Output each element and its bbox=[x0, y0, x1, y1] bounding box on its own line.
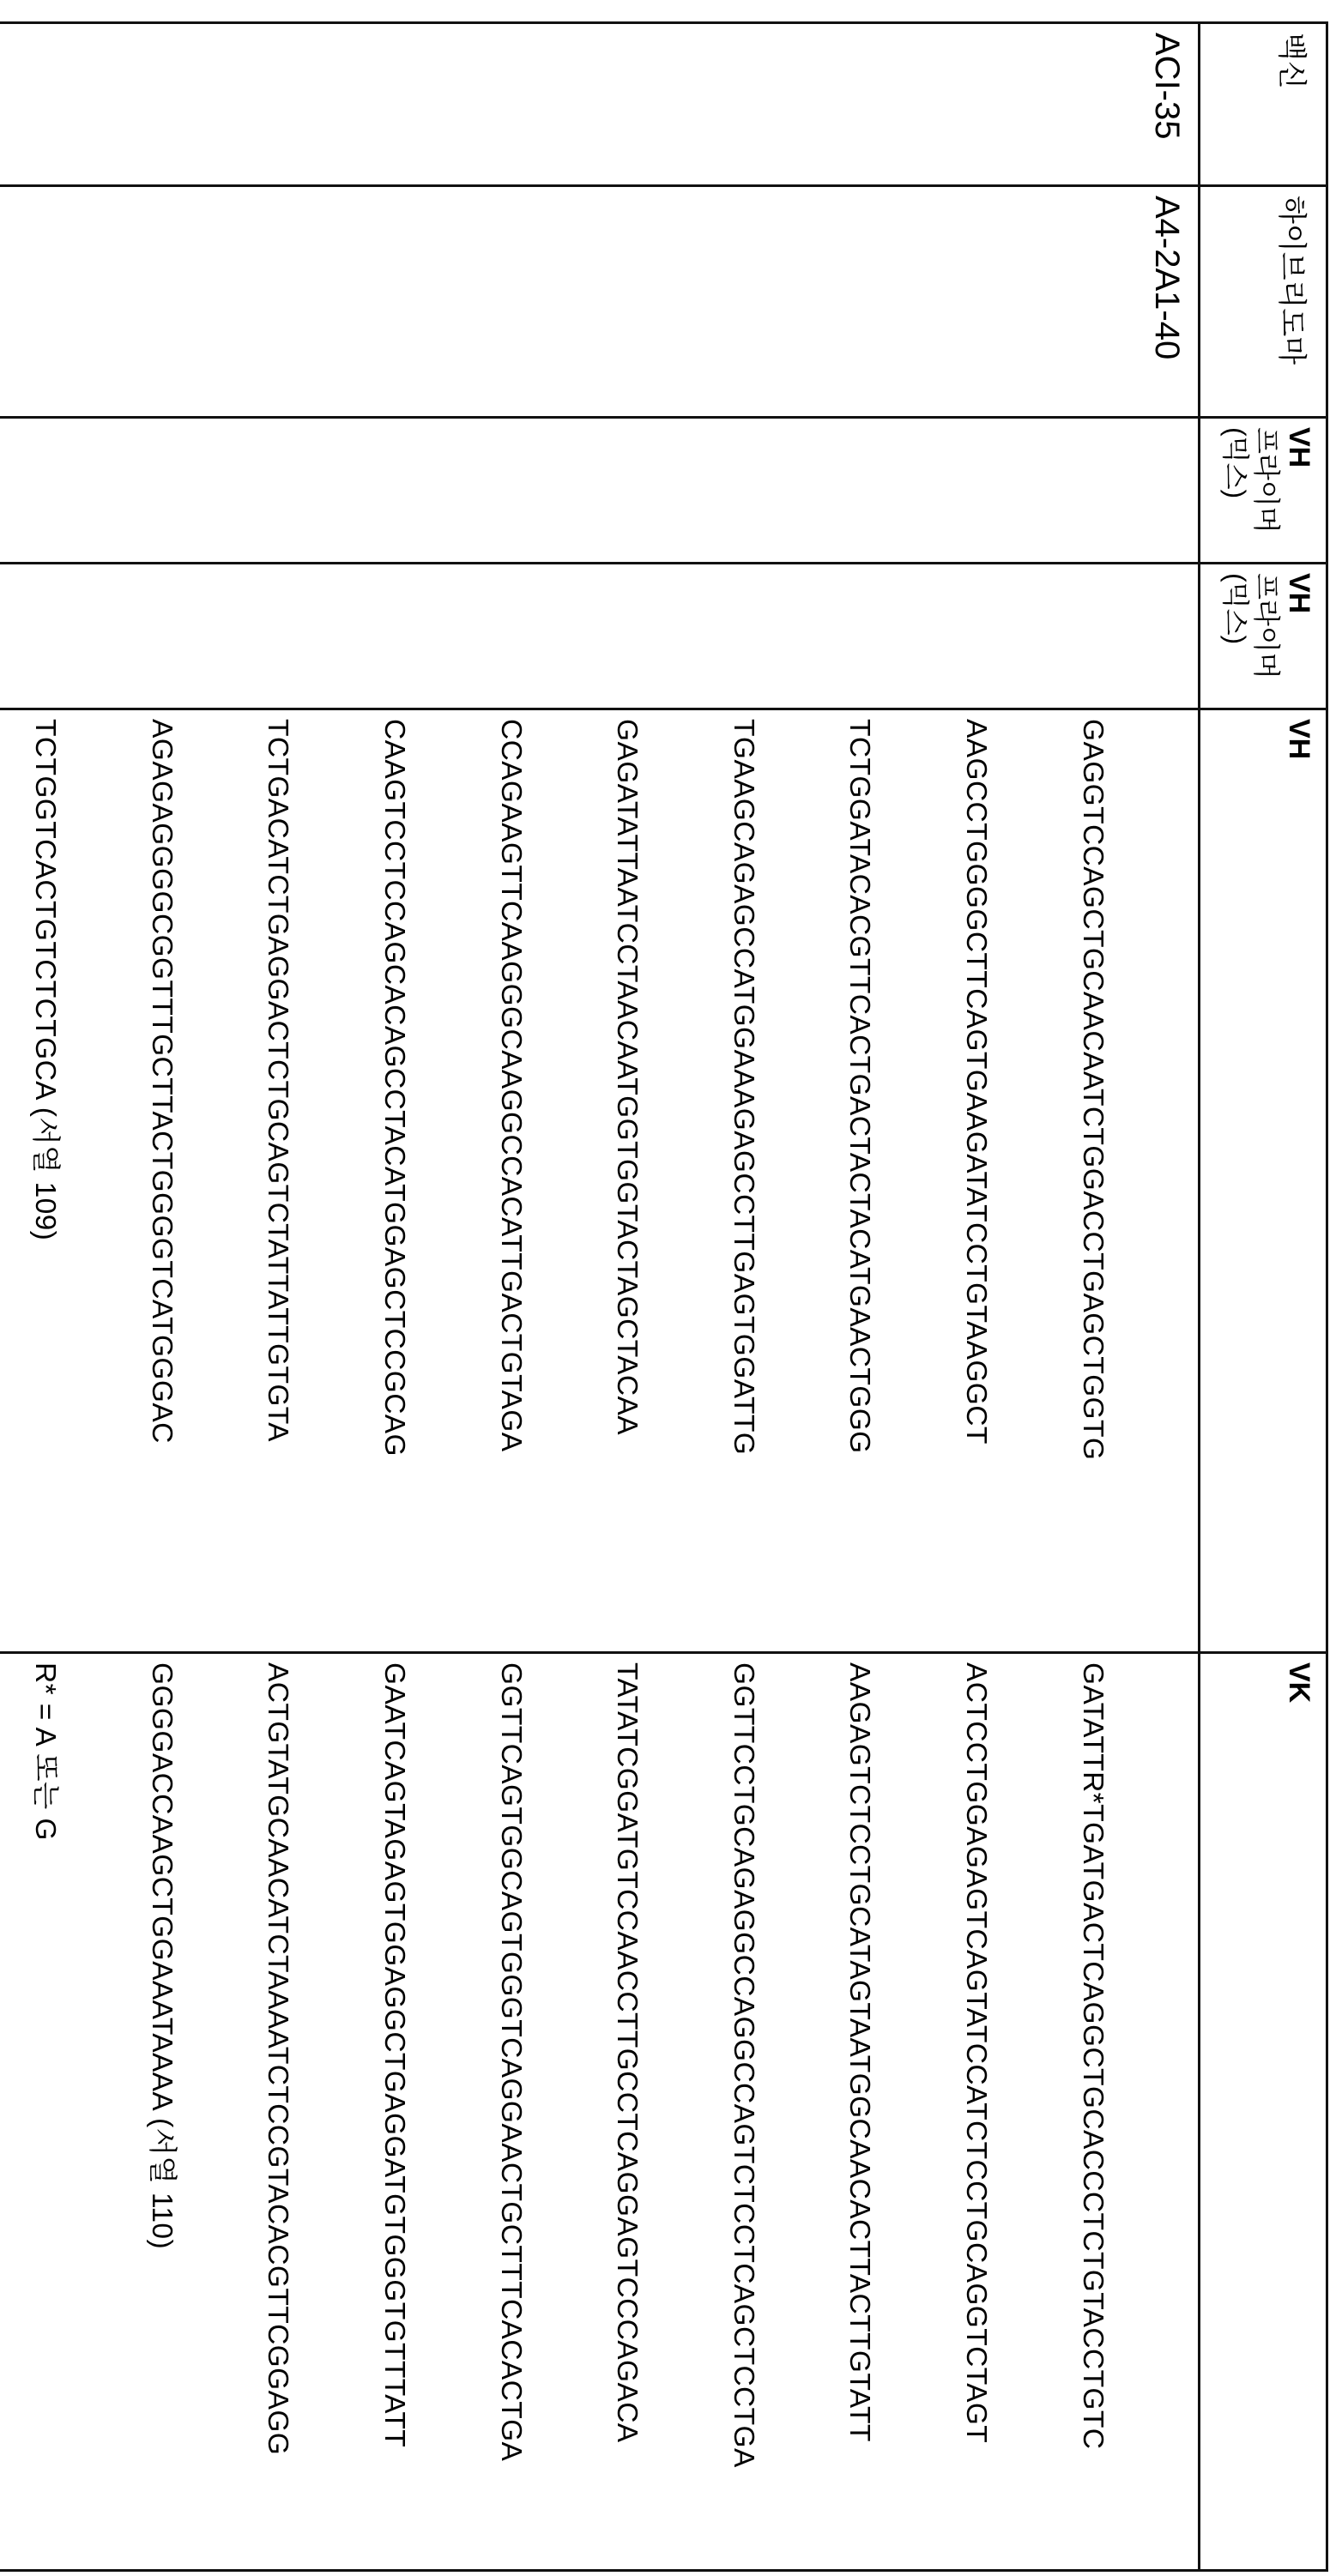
rotated-page bbox=[30, 21, 1328, 2569]
vk-seq-line: ACTGTATGCAACATCTAAAATCTCCGTACACGTTCGGAGG bbox=[262, 1662, 294, 2456]
vh-seq-line: TGAAGCAGAGCCATGGAAAGAGCCTTGAGTGGATTG bbox=[727, 719, 759, 1456]
vk-seq-line: GAATCAGTAGAGTGGAGGCTGAGGATGTGGGTGTTTATT bbox=[378, 1662, 410, 2448]
header-vk: VK bbox=[1200, 1653, 1327, 2571]
vh-seq-ref: (서열 109) bbox=[29, 1107, 62, 1241]
vk-seq-line: GGTTCCTGCAGAGGCCAGGCCAGTCTCCTCAGCTCCTGA bbox=[727, 1662, 759, 2468]
vh-seq-line: CAAGTCCTCCAGCACAGCCTACATGGAGCTCCGCAG bbox=[378, 719, 410, 1457]
vh-seq-line: GAGATATTAATCCTAACAATGGTGGTACTAGCTACAA bbox=[611, 719, 644, 1435]
vh-primer-2-cell bbox=[0, 564, 1200, 709]
vaccine-cell: ACI-35 bbox=[0, 23, 1200, 186]
header-vh-primer-1-line3: (믹스) bbox=[1220, 427, 1251, 499]
vk-seq-ref: (서열 110) bbox=[145, 2118, 178, 2249]
table-row bbox=[0, 23, 1200, 2571]
header-row bbox=[1200, 23, 1327, 2571]
header-hybridoma: 하이브리도마 bbox=[1200, 186, 1327, 418]
vk-seq-line: ACTCCTGGAGAGTCAGTATCCATCTCCTGCAGGTCTAGT bbox=[959, 1662, 992, 2444]
hybridoma-cell: A4-2A1-40 bbox=[0, 186, 1200, 418]
vh-seq-line: TCTGACATCTGAGGACTCTGCAGTCTATTATTGTGTA bbox=[262, 719, 294, 1442]
header-vaccine: 백신 bbox=[1200, 23, 1327, 186]
vh-seq-line: AGAGAGGGGCGGTTTGCTTACTGGGGTCATGGGAC bbox=[145, 719, 178, 1444]
vk-seq-line: TATATCGGATGTCCAACCTTGCCTCAGGAGTCCCAGACA bbox=[611, 1662, 644, 2443]
header-vh-primer-2-title: VH bbox=[1283, 573, 1315, 614]
vh-seq-line: TCTGGTCACTGTCTCTGCA bbox=[29, 719, 62, 1100]
vh-seq-line: GAGGTCCAGCTGCAACAATCTGGACCTGAGCTGGTG bbox=[1076, 719, 1109, 1461]
vh-seq-line: CCAGAAGTTCAAGGGCAAGGCCACATTGACTGTAGA bbox=[494, 719, 527, 1452]
vk-seq-line: GATATTR*TGATGACTCAGGCTGCACCCTCTGTACCTGTC bbox=[1076, 1662, 1109, 2450]
vk-seq-line: AAGAGTCTCCTGCATAGTAATGGCAACACTTACTTGTATT bbox=[843, 1662, 876, 2442]
vk-footnote: R* = A 또는 G bbox=[29, 1662, 62, 1841]
vh-primer-1-cell bbox=[0, 418, 1200, 564]
header-vh-primer-1-line2: 프라이머 bbox=[1251, 427, 1282, 534]
header-vh-primer-2-line3: (믹스) bbox=[1220, 573, 1251, 645]
vh-sequence-cell bbox=[0, 709, 1200, 1653]
vk-sequence-cell bbox=[0, 1653, 1200, 2571]
header-vh-primer-1-title: VH bbox=[1283, 427, 1315, 468]
header-vh: VH bbox=[1200, 709, 1327, 1653]
header-vh-primer-2 bbox=[1200, 564, 1327, 709]
antibody-sequence-table bbox=[0, 21, 1328, 2572]
header-vh-primer-1 bbox=[1200, 418, 1327, 564]
header-vh-primer-2-line2: 프라이머 bbox=[1251, 573, 1282, 679]
vh-seq-line: TCTGGATACACGTTCACTGACTACTACATGAACTGGG bbox=[843, 719, 876, 1454]
vh-seq-line: AAGCCTGGGGCTTCAGTGAAGATATCCTGTAAGGCT bbox=[959, 719, 992, 1445]
vk-seq-line: GGTTCAGTGGCAGTGGGTCAGGAACTGCTTTCACACTGA bbox=[494, 1662, 527, 2462]
vk-seq-line: GGGGACCAAGCTGGAAATAAAA bbox=[145, 1662, 178, 2110]
